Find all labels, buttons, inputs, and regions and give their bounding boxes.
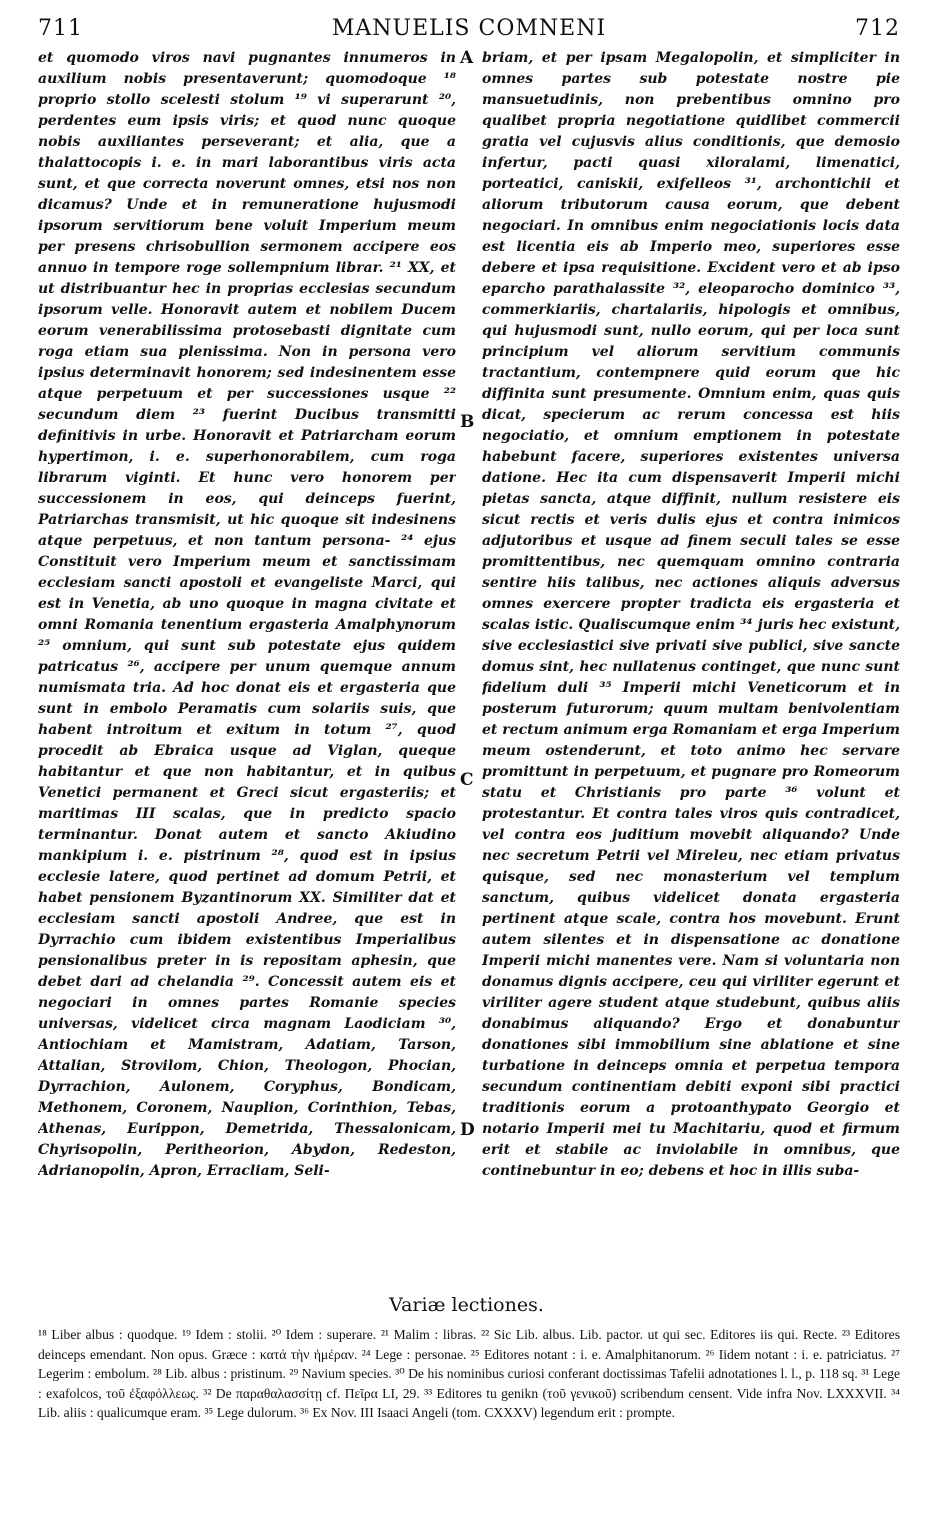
- margin-letter-a: A: [460, 48, 474, 68]
- page-number-right: 712: [855, 16, 900, 41]
- left-column: [38, 48, 456, 1284]
- margin-letter-d: D: [460, 1120, 475, 1140]
- variae-lectiones-heading: Variæ lectiones.: [389, 1294, 544, 1316]
- right-column: [482, 48, 900, 1284]
- left-column-text: et quomodo viros navi pugnantes innumeros in auxilium nobis presentaverunt; quomodoque ¹⁸ proprio stollo scelesti stolum ¹⁹ vi superarunt ²⁰, perdentes eum ipsis viris; et quod nunc quoque nobis auxiliantes perseverant; et alia, que a thalattocopis i. e. in mari laborantibus viris acta sunt, et que correcta noverunt omnes, etsi nos non dicamus? Unde et in remuneratione hujusmodi ipsorum servitiorum bene voluit Imperium meum per presens chrisobullion sermonem accipere eos annuo in tempore roge sollempnium librar. ²¹ XX, et ut distribuantur hec in proprias ecclesias secundum ipsorum velle. Honoravit autem et nobilem Ducem eorum venerabilissima protosebasti dignitate cum roga etiam sua plenissima. Non in persona vero ipsius determinavit honorem; sed indesinentem esse atque perpetuum et per successiones usque ²² secundum diem ²³ fuerint Ducibus transmitti definitivis in urbe. Honoravit et Patriarcham eorum hypertimon, i. e. superhonorabilem, cum roga librarum viginti. Et hunc vero honorem per successionem in eos, qui deinceps fuerint, Patriarchas transmisit, ut hic quoque sit indesinens atque perpetuus, et non tantum persona- ²⁴ ejus Constituit vero Imperium meum et sanctissimam ecclesiam sancti apostoli et evangeliste Marci, qui est in Venetia, ab uno quoque in magna civitate et omni Romania tenentium ergasteria Amalphynorum ²⁵ omnium, qui sunt sub potestate ejus quidem patricatus ²⁶, accipere per unum quemque annum numismata tria. Ad hoc donat eis et ergasteria que sunt in embolo Peramatis cum solariis suis, que habent introitum et exitum in totum ²⁷, quod procedit ab Ebraica usque ad Viglan, queque habitantur et que non habitantur, et in quibus Venetici permanent et Greci sicut ergasteriis; et maritimas III scalas, que in predicto spacio terminantur. Donat autem et sancto Akiudino mankipium i. e. pistrinum ²⁸, quod est in ipsius ecclesie latere, quod pertinet ad domum Petrii, et habet pensionem Byzantinorum XX. Similiter dat et ecclesiam sancti apostoli Andree, que est in Dyrrachio cum ibidem existentibus Imperialibus pensionalibus preter in is repositam aphesin, que debet dari ad chelandia ²⁹. Concessit autem eis et negociari in omnes partes Romanie species universas, videlicet circa magnam Laodiciam ³⁰, Antiochiam et Mamistram, Adatiam, Tarson, Attalian, Strovilom, Chion, Theologon, Phocian, Dyrrachion, Aulonem, Coryphus, Bondicam, Methonem, Coronem, Nauplion, Corinthion, Tebas, Athenas, Eurippon, Demetrida, Thessalonicam, Chyrisopolin, Peritheorion, Abydon, Redeston, Adrianopolin, Apron, Erracliam, Seli-: [38, 50, 456, 1179]
- page-number-left: 711: [38, 16, 83, 41]
- running-title: MANUELIS COMNENI: [331, 16, 607, 41]
- right-column-text: briam, et per ipsam Megalopolin, et simpliciter in omnes partes sub potestate nostre pie mansuetudinis, non prebentibus omnino pro qualibet propria negotiatione quidlibet commercii gratia vel cujusvis alius conditionis, que demosio infertur, pacti quasi xiloralami, limenatici, porteatici, caniskii, exifelleos ³¹, archontichii et aliorum tributorum causa eorum, que debent negociari. In omnibus enim negociationis locis data est licentia eis ab Imperio meo, superiores esse debere et ipsa requisitione. Excident vero et ab ipso eparcho parathalassite ³², eleoparocho dominico ³³, commerkiariis, chartalariis, hipologis et omnibus, qui hujusmodi sunt, nullo eorum, qui per loca sunt principium vel aliorum servitium communis tractantium, contempnere quid eorum que hic diffinita sunt presumente. Omnium enim, quas quis dicat, specierum ac rerum concessa est hiis negociatio, et omnium emptionem in potestate habebunt facere, superiores existentes universa datione. Hec ita cum dispensaverit Imperii michi pietas sancta, atque diffinit, nullum resistere eis sicut rectis et veris dulis ejus et contra inimicos adjutoribus et usque ad finem seculi tales se esse promittentibus, nec quemquam omnino contraria sentire hiis talibus, nec actiones aliquis adversus omnes exercere propter tradicta eis ergasteria et scalas istic. Qualiscumque enim ³⁴ juris hec existunt, sive ecclesiastici sive privati sive publici, sive sancte domus sint, hec nullatenus continget, que nunc sunt fidelium duli ³⁵ Imperii michi Veneticorum et in posterum futurorum; quum multam benivolentiam et rectum animum erga Romaniam et erga Imperium meum ostenderunt, et toto animo hec servare promittunt in perpetuum, et pugnare pro Romeorum statu et Christianis pro parte ³⁶ volunt et protestantur. Et contra tales viros quis contradicet, vel contra eos juditium movebit aliquando? Unde nec secretum Petrii vel Mireleu, nec etiam privatus quisque, sed nec monasterium vel templum sanctum, quibus videlicet donata ergasteria pertinent atque scale, contra hos movebunt. Erunt autem silentes et in dispensatione ac donatione Imperii michi manentes vere. Nam si voluntaria non donamus dignis accipere, ceu qui viriliter egerunt et viriliter agere student atque studebunt, quibus aliis donabimus aliquando? Ergo et donabuntur donationes sibi immobilium sine ablatione et sine turbatione in deinceps omnia et perpetua tempora secundum continentiam debiti exponi sibi practici traditionis eorum a protoanthypato Georgio et notario Imperii mei tu Machitariu, quod et firmum erit et stabile ac inviolabile in omnibus, que continebuntur in eo; debens et hoc in illis suba-: [482, 50, 900, 1179]
- footnotes: [38, 1325, 900, 1485]
- margin-letter-c: C: [460, 770, 474, 790]
- margin-letter-b: B: [460, 412, 475, 432]
- footnotes-text: ¹⁸ Liber albus : quodque. ¹⁹ Idem : stolii. ²⁰ Idem : superare. ²¹ Malim : libras. ²² Sic Lib. albus. Lib. pactor. ut qui sec. Editores iis qui. Recte. ²³ Editores deinceps emendant. Non opus. Græce : κατά τὴν ἡμέραν. ²⁴ Lege : personae. ²⁵ Editores notant : i. e. Amalphitanorum. ²⁶ Iidem notant : i. e. patriciatus. ²⁷ Legerim : embolum. ²⁸ Lib. albus : pristinum. ²⁹ Navium species. ³⁰ De his nominibus curiosi conferant doctissimas Tafelii adnotationes l. l., p. 118 sq. ³¹ Lege : exafolcos, τοῦ ἐξαφόλλεως. ³² De παραθαλασσίτῃ cf. Πεῖρα LI, 29. ³³ Editores tu genikn (τοῦ γενικοῦ) scribendum censent. Vide infra Nov. LXXXVII. ³⁴ Lib. aliis : qualicumque eram. ³⁵ Lege dulorum. ³⁶ Ex Nov. III Isaaci Angeli (tom. CXXXV) legendum erit : prompte.: [38, 1327, 900, 1420]
- page-header: [38, 6, 900, 46]
